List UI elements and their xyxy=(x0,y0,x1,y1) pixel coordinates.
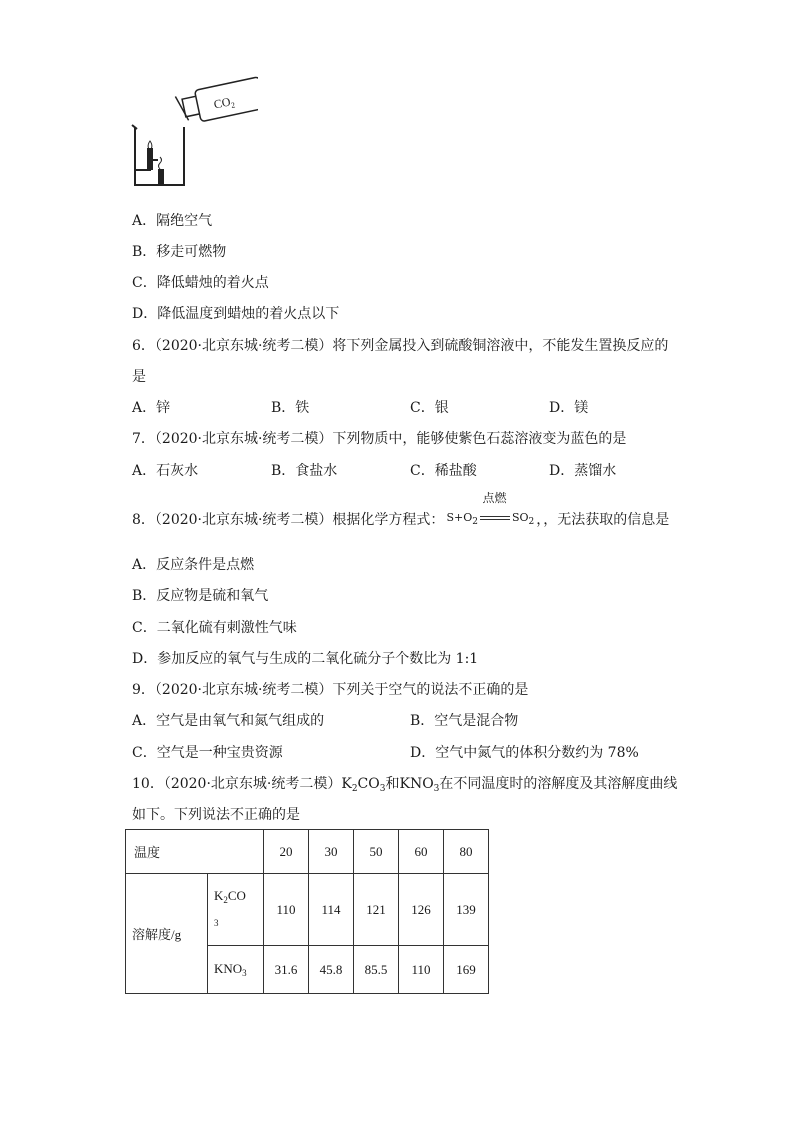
q10-stem-suffix: 在不同温度时的溶解度及其溶解度曲线 xyxy=(439,776,678,792)
q5-option-d: D．降低温度到蜡烛的着火点以下 xyxy=(132,306,340,322)
q8-option-c: C．二氧化硫有刺激性气味 xyxy=(132,620,297,636)
chemical-equation xyxy=(446,491,535,532)
kno3-value: 45.8 xyxy=(309,946,354,994)
q9-option-b: B．空气是混合物 xyxy=(410,713,519,729)
q6-stem: 6．（2020·北京东城·统考二模）将下列金属投入到硫酸铜溶液中，不能发生置换反应的 xyxy=(132,338,669,354)
q10-stem xyxy=(132,774,677,799)
formula-k2co3-co: CO xyxy=(357,776,380,792)
q10-stem-prefix: 10．（2020·北京东城·统考二模） xyxy=(132,776,342,792)
kno3-label: KNO xyxy=(214,961,243,976)
q7-option-a: A．石灰水 xyxy=(132,463,199,479)
eq-reactant-sub: 2 xyxy=(472,517,478,527)
bottle-label-sub: 2 xyxy=(230,100,237,111)
eq-condition: 点燃 xyxy=(482,491,507,505)
q7-option-d: D．蒸馏水 xyxy=(549,463,617,479)
q9-stem: 9．（2020·北京东城·统考二模）下列关于空气的说法不正确的是 xyxy=(132,682,529,698)
q6-option-b: B．铁 xyxy=(271,400,310,416)
q5-option-c: C．降低蜡烛的着火点 xyxy=(132,275,269,291)
k2co3-value: 139 xyxy=(444,874,489,946)
q8-stem xyxy=(132,491,670,532)
kno3-row-label xyxy=(208,946,264,994)
kno3-value: 110 xyxy=(399,946,444,994)
q6-option-c: C．银 xyxy=(410,400,449,416)
temp-cell: 30 xyxy=(309,830,354,874)
q7-stem: 7．（2020·北京东城·统考二模）下列物质中，能够使紫色石蕊溶液变为蓝色的是 xyxy=(132,431,627,447)
q8-stem-prefix: 8．（2020·北京东城·统考二模）根据化学方程式： xyxy=(132,512,445,528)
k2co3-label-sub1: 2 xyxy=(223,895,228,905)
q10-and: 和 xyxy=(385,776,400,792)
temp-cell: 20 xyxy=(264,830,309,874)
q5-option-a: A．隔绝空气 xyxy=(132,213,213,229)
solubility-header: 溶解度/g xyxy=(126,874,208,994)
q6-option-a: A．锌 xyxy=(132,400,171,416)
k2co3-label-co: CO xyxy=(227,888,246,903)
k2co3-value: 114 xyxy=(309,874,354,946)
temp-cell: 50 xyxy=(354,830,399,874)
formula-k2co3-sub1: 2 xyxy=(351,784,358,794)
eq-reactants: S+O xyxy=(446,511,473,524)
table-row xyxy=(126,874,489,946)
co2-candle-figure xyxy=(128,75,258,190)
temp-cell: 60 xyxy=(399,830,444,874)
eq-equals-sign xyxy=(480,516,510,520)
q6-option-d: D．镁 xyxy=(549,400,589,416)
q5-option-b: B．移走可燃物 xyxy=(132,244,227,260)
q9-option-a: A．空气是由氧气和氮气组成的 xyxy=(132,713,325,729)
q10-stem-cont: 如下。下列说法不正确的是 xyxy=(132,807,300,823)
table-row xyxy=(126,830,489,874)
kno3-label-sub: 3 xyxy=(242,968,247,978)
q8-option-a: A．反应条件是点燃 xyxy=(132,557,255,573)
formula-k2co3-k: K xyxy=(341,776,352,792)
kno3-value: 85.5 xyxy=(354,946,399,994)
k2co3-value: 126 xyxy=(399,874,444,946)
q7-option-c: C．稀盐酸 xyxy=(410,463,477,479)
q6-stem-cont: 是 xyxy=(132,369,146,385)
solubility-table xyxy=(125,829,489,994)
k2co3-row-label xyxy=(208,874,264,946)
q8-stem-suffix: ，，无法获取的信息是 xyxy=(536,512,670,528)
bottle-label: CO xyxy=(212,94,232,112)
kno3-value: 169 xyxy=(444,946,489,994)
formula-kno3-sub: 3 xyxy=(433,784,440,794)
eq-product: SO xyxy=(511,511,529,524)
formula-k2co3-sub2: 3 xyxy=(379,784,386,794)
kno3-value: 31.6 xyxy=(264,946,309,994)
k2co3-label-sub2: 3 xyxy=(214,918,219,928)
temp-header: 温度 xyxy=(126,830,264,874)
q7-option-b: B．食盐水 xyxy=(271,463,338,479)
k2co3-value: 110 xyxy=(264,874,309,946)
q8-option-b: B．反应物是硫和氧气 xyxy=(132,588,269,604)
k2co3-label-k: K xyxy=(214,888,224,903)
eq-product-sub: 2 xyxy=(528,517,535,527)
q9-option-d: D．空气中氮气的体积分数约为 78% xyxy=(410,745,639,761)
temp-cell: 80 xyxy=(444,830,489,874)
q9-option-c: C．空气是一种宝贵资源 xyxy=(132,745,283,761)
q8-option-d: D．参加反应的氧气与生成的二氧化硫分子个数比为 1:1 xyxy=(132,651,479,667)
formula-kno3: KNO xyxy=(399,776,434,792)
k2co3-value: 121 xyxy=(354,874,399,946)
